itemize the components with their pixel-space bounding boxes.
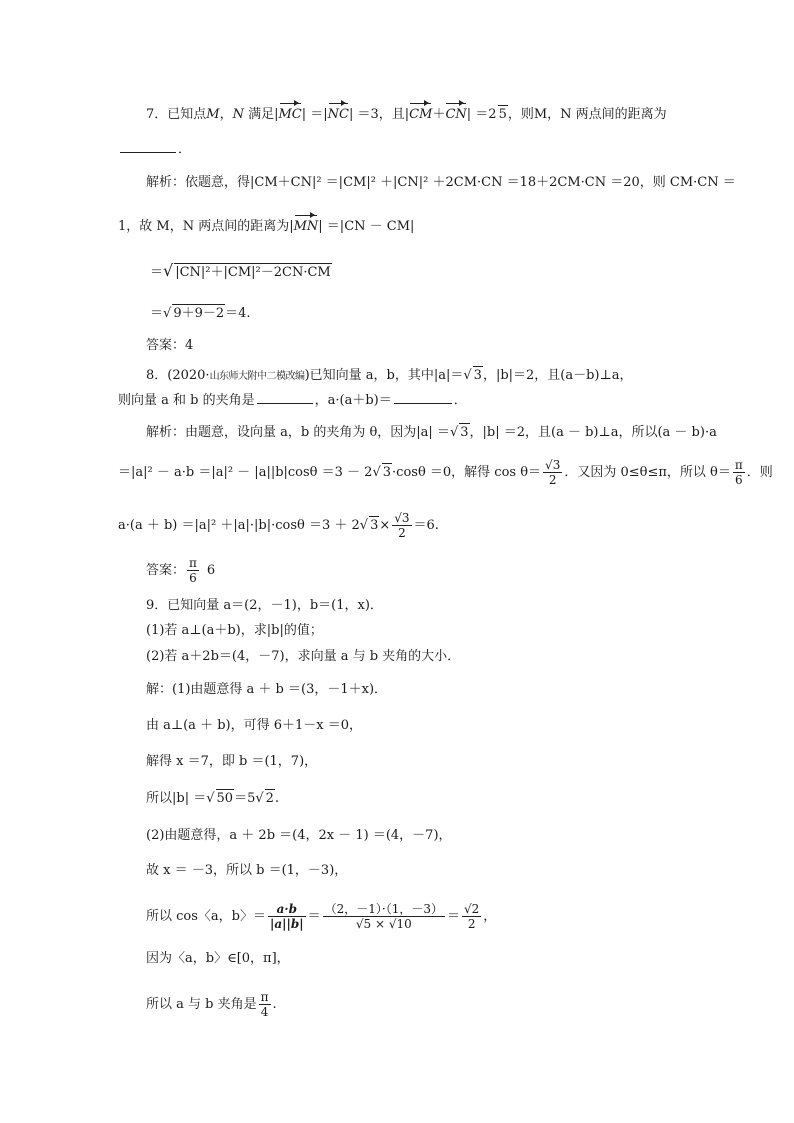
q9-solution-1 [146, 681, 387, 699]
answer-blank[interactable] [257, 391, 313, 404]
fraction [543, 458, 562, 487]
q9-solution-text: 故 x ＝ －3，所以 b ＝(1，－3)， [146, 863, 348, 878]
q9-part-text: (2)若 a＋2b＝(4，－7)，求向量 a 与 b 夹角的大小． [146, 649, 461, 664]
fraction-numerator: π [260, 990, 269, 1004]
fraction-denominator: 2 [467, 917, 476, 931]
q7-stem-text: | ＝| [301, 107, 328, 122]
q8-solution-text: ·cosθ ＝0，解得 cos θ＝ [392, 465, 542, 480]
q9-solution-text: 解：(1)由题意得 a ＋ b ＝(3，－1＋x)． [146, 682, 388, 697]
fraction-denominator: √5 × √10 [355, 917, 412, 931]
fraction-numerator: √3 [394, 511, 410, 525]
q8-stem-text: )已知向量 a，b，其中|a|＝ [304, 368, 464, 383]
q8-solution-text: 解析：由题意，设向量 a，b 的夹角为 θ，因为|a| ＝ [146, 425, 450, 440]
q9-solution-text: (2)由题意得，a ＋ 2b ＝(4，2x － 1) ＝(4，－7)， [146, 828, 452, 843]
q9-solution-5 [146, 827, 452, 845]
q7-answer-text: 答案：4 [146, 338, 194, 353]
q9-solution-6 [146, 862, 347, 880]
fraction-denominator: 6 [734, 473, 743, 487]
fraction [259, 990, 271, 1019]
q9-solution-text: 所以 a 与 b 夹角是 [146, 997, 257, 1012]
q8-times: × [379, 518, 391, 533]
sqrt-3: 3 [473, 368, 482, 383]
fraction [323, 902, 445, 931]
q7-answer [146, 337, 193, 355]
q8-number: 8．(2020· [146, 368, 210, 383]
fraction-numerator: π [189, 556, 197, 570]
sqrt-3: 3 [382, 465, 392, 480]
q7-sep: ， [219, 107, 233, 122]
q9-solution-7 [146, 902, 496, 931]
q7-stem-text: ，则M，N 两点间的距离为 [507, 107, 667, 122]
q9-solution-text: 所以|b| ＝ [146, 791, 207, 806]
q7-equals: ＝ [150, 265, 164, 280]
fraction-denominator: 2 [398, 526, 406, 540]
q8-stem: 8．(2020·山东师大附中二模改编)已知向量 a，b，其中|a|＝√ 3，|b|＝2，且(a－b)⊥a， [146, 368, 633, 383]
q9-solution-text: 因为〈a，b〉∈[0，π]， [146, 951, 290, 966]
sqrt-50: 50 [216, 791, 234, 806]
q7-stem-text: | ＝2 [466, 107, 497, 122]
q9-solution-8 [146, 950, 290, 968]
q8-solution-text: ＝|a|² － a·b ＝|a|² － |a||b|cosθ ＝3 － 2 [118, 465, 373, 480]
q7-solution-text: 解析：依题意，得|CM＋CN|² ＝|CM|² ＋|CN|² ＋2CM·CN ＝18＋2CM·CN ＝20，则 CM·CN ＝ [146, 175, 736, 190]
q8-stem-text: ，a·(a＋b)＝ [314, 393, 392, 408]
q7-root-expression: 9＋9－2 [173, 306, 225, 321]
q9-part-1 [146, 622, 323, 640]
q9-solution-2 [146, 717, 362, 735]
sqrt-3: 3 [370, 518, 379, 533]
q8-source-tag: 山东师大附中二模改编 [209, 371, 305, 382]
q9-solution-end: . [272, 997, 277, 1012]
fraction-numerator: √3 [545, 458, 561, 472]
q8-solution-text: a·(a ＋ b) ＝|a|² ＋|a|·|b|·cosθ ＝3 ＋ 2 [118, 518, 360, 533]
q8-answer-label: 答案： [146, 563, 186, 578]
fraction-numerator: a·b [268, 902, 306, 917]
q7-stem-end: ． [178, 142, 192, 157]
vector-cm: CM [409, 107, 433, 122]
q8-solution-line-1: 解析：由题意，设向量 a，b 的夹角为 θ，因为|a| ＝√ 3，|b| ＝2，且(a － b)⊥a，所以(a － b)·a [146, 425, 717, 440]
q9-part-text: (1)若 a⊥(a＋b)，求|b|的值； [146, 623, 323, 638]
q9-equals: ＝ [447, 909, 461, 924]
q7-blank-line [118, 140, 191, 159]
q9-part-2 [146, 648, 460, 666]
q7-stem-text: | ＝3，且| [349, 107, 410, 122]
q7-solution-line-3: ＝√ |CN|²＋|CM|²－2CN·CM [150, 261, 331, 280]
q7-solution-text: 1，故 M，N 两点间的距离为| [118, 219, 294, 234]
q8-stem-text: 则向量 a 和 b 的夹角是 [118, 393, 255, 408]
q9-stem-text: 9．已知向量 a＝(2，－1)，b＝(1，x)． [146, 598, 383, 613]
q7-equals: ＝ [150, 306, 164, 321]
sqrt-5: 5 [498, 107, 507, 122]
q8-answer-value: 6 [206, 563, 216, 578]
point-m: M [206, 107, 220, 122]
q9-equals: ＝ [307, 909, 321, 924]
q7-solution-line-4: ＝√ 9＋9－2＝4. [150, 306, 251, 321]
vector-mn: MN [293, 219, 319, 234]
q9-solution-text: 所以 cos〈a，b〉＝ [146, 909, 266, 924]
q9-solution-4: 所以|b| ＝√ 50＝5√ 2. [146, 791, 280, 806]
fraction [268, 902, 306, 931]
fraction-denominator: 4 [260, 1005, 269, 1019]
fraction-numerator: （2，－1）·（1，－3） [324, 902, 443, 916]
sqrt-2: 2 [265, 791, 274, 806]
vector-nc: NC [327, 107, 349, 122]
vector-cn: CN [445, 107, 467, 122]
q7-result: ＝4. [225, 306, 251, 321]
q9-solution-text: ＝5 [234, 791, 256, 806]
q9-stem [146, 597, 383, 615]
q8-solution-text: ．又因为 0≤θ≤π，所以 θ＝ [564, 465, 731, 480]
q9-solution-3 [146, 753, 317, 771]
q7-plus: ＋ [432, 107, 446, 122]
vector-mc: MC [278, 107, 302, 122]
fraction [462, 902, 481, 931]
q9-solution-end: ， [483, 909, 497, 924]
q8-stem-line-2 [118, 391, 467, 410]
fraction [392, 511, 411, 540]
q7-root-expression: |CN|²＋|CM|²－2CN·CM [175, 265, 331, 280]
fraction-denominator: |a||b| [269, 917, 304, 931]
fraction [187, 556, 199, 585]
q7-solution-line-2 [118, 218, 414, 236]
q8-solution-line-3: a·(a ＋ b) ＝|a|² ＋|a|·|b|·cosθ ＝3 ＋ 2√ 3× $\frac{√3}{2}$ ＝6. [118, 511, 439, 540]
q7-stem-text: 满足| [243, 107, 279, 122]
fraction [733, 458, 745, 487]
fraction-numerator: π [734, 458, 743, 472]
q8-solution-line-2: ＝|a|² － a·b ＝|a|² － |a||b|cosθ ＝3 － 2√ 3·cosθ ＝0，解得 cos θ＝ $\frac{√3}{2}$ ．又因为 0≤θ≤π，所以 θ＝ $\frac{\pi}{6}$ ．则 [118, 458, 773, 487]
point-n: N [232, 107, 244, 122]
fraction-denominator: 2 [548, 473, 557, 487]
fraction-denominator: 6 [189, 571, 197, 585]
q8-stem-end: ． [453, 393, 467, 408]
q9-solution-end: . [274, 791, 280, 806]
q9-solution-text: 由 a⊥(a ＋ b)，可得 6＋1－x ＝0， [146, 718, 362, 733]
q8-stem-text: ，|b|＝2，且(a－b)⊥a， [482, 368, 633, 383]
answer-blank[interactable] [120, 140, 176, 153]
q8-solution-text: ，|b| ＝2，且(a － b)⊥a，所以(a － b)·a [469, 425, 717, 440]
q8-result: ＝6. [413, 518, 439, 533]
fraction-numerator: √2 [464, 902, 480, 916]
q8-answer [146, 556, 215, 585]
q7-stem-text: 7．已知点 [146, 107, 207, 122]
sqrt-3: 3 [460, 425, 469, 440]
q8-solution-text: ．则 [746, 465, 773, 480]
q9-solution-text: 解得 x ＝7，即 b ＝(1，7)， [146, 754, 318, 769]
q7-solution-line-1 [146, 174, 736, 192]
q7-stem [146, 105, 667, 124]
answer-blank[interactable] [394, 391, 452, 404]
q9-solution-9 [146, 990, 277, 1019]
q7-solution-text: | ＝|CN － CM| [318, 219, 415, 234]
